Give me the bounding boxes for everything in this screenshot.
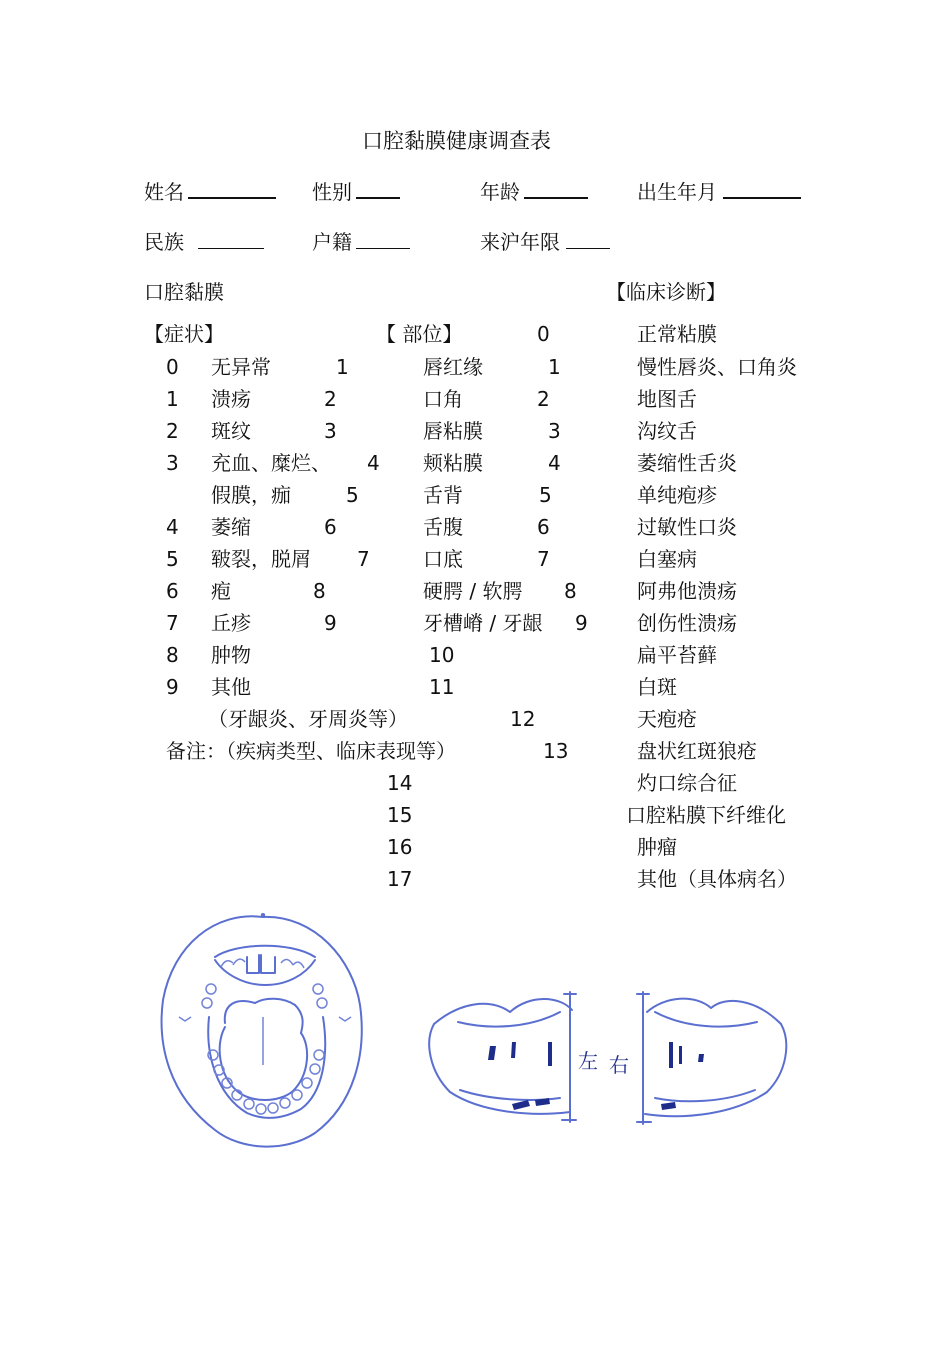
site-code: 6 bbox=[324, 515, 337, 539]
symptom-label[interactable]: 假膜，痂 bbox=[211, 483, 291, 507]
site-label[interactable]: 唇红缘 bbox=[423, 355, 483, 379]
ethnicity-field[interactable] bbox=[144, 232, 264, 252]
name-label: 姓名 bbox=[144, 180, 184, 204]
sex-label: 性别 bbox=[312, 180, 352, 204]
diagnosis-label[interactable]: 灼口综合征 bbox=[637, 771, 737, 795]
name-blank[interactable] bbox=[188, 196, 276, 199]
symptom-label[interactable]: 丘疹 bbox=[211, 611, 251, 635]
symptom-code: 9 bbox=[166, 675, 179, 699]
symptom-label[interactable]: 充血、糜烂、 bbox=[211, 451, 331, 475]
site-code: 1 bbox=[336, 355, 349, 379]
diagnosis-code: 1 bbox=[548, 355, 561, 379]
symptom-label[interactable]: 萎缩 bbox=[211, 515, 251, 539]
diagnosis-code: 8 bbox=[564, 579, 577, 603]
lips-left-diagram[interactable] bbox=[420, 982, 598, 1132]
remarks-label: 备注：（疾病类型、临床表现等） bbox=[166, 739, 456, 763]
site-label[interactable]: 舌背 bbox=[423, 483, 463, 507]
diagnosis-label[interactable]: 白塞病 bbox=[637, 547, 697, 571]
diagnosis-label[interactable]: 地图舌 bbox=[637, 387, 697, 411]
diagnosis-label[interactable]: 口腔粘膜下纤维化 bbox=[626, 803, 786, 827]
site-code: 3 bbox=[324, 419, 337, 443]
diagnosis-code: 16 bbox=[387, 835, 413, 859]
symptom-label[interactable]: 斑纹 bbox=[211, 419, 251, 443]
diagnosis-label[interactable]: 创伤性溃疡 bbox=[637, 611, 737, 635]
diagnosis-label[interactable]: 沟纹舌 bbox=[637, 419, 697, 443]
diagnosis-label[interactable]: 白斑 bbox=[637, 675, 677, 699]
symptom-code: 0 bbox=[166, 355, 179, 379]
page-title: 口腔黏膜健康调查表 bbox=[362, 129, 551, 153]
site-code: 11 bbox=[429, 675, 455, 699]
diagnosis-label[interactable]: 肿瘤 bbox=[637, 835, 677, 859]
site-code: 2 bbox=[324, 387, 337, 411]
site-code: 4 bbox=[367, 451, 380, 475]
diagnosis-label[interactable]: 其他（具体病名） bbox=[637, 867, 797, 891]
symptom-code: 5 bbox=[166, 547, 179, 571]
diagnosis-label[interactable]: 扁平苔藓 bbox=[637, 643, 717, 667]
diagnosis-label[interactable]: 慢性唇炎、口角炎 bbox=[637, 355, 797, 379]
sex-blank[interactable] bbox=[356, 196, 400, 199]
symptom-label[interactable]: 皲裂，脱屑 bbox=[211, 547, 311, 571]
diagnosis-code: 0 bbox=[537, 322, 550, 346]
site-label[interactable]: 硬腭 / 软腭 bbox=[423, 579, 523, 603]
household-label: 户籍 bbox=[312, 230, 352, 254]
lips-right-diagram[interactable] bbox=[595, 982, 795, 1142]
symptom-code: 7 bbox=[166, 611, 179, 635]
symptom-code: 3 bbox=[166, 451, 179, 475]
age-label: 年龄 bbox=[480, 180, 520, 204]
diagnosis-code: 17 bbox=[387, 867, 413, 891]
name-field[interactable] bbox=[144, 182, 276, 202]
symptom-code: 2 bbox=[166, 419, 179, 443]
age-blank[interactable] bbox=[524, 196, 588, 199]
symptom-label[interactable]: 肿物 bbox=[211, 643, 251, 667]
ethnicity-blank[interactable] bbox=[198, 247, 264, 249]
site-label[interactable]: 口底 bbox=[423, 547, 463, 571]
symptom-code: 4 bbox=[166, 515, 179, 539]
site-header: 【 部位】 bbox=[376, 322, 463, 346]
years-field[interactable] bbox=[480, 232, 610, 252]
symptom-label[interactable]: 溃疡 bbox=[211, 387, 251, 411]
household-field[interactable] bbox=[312, 232, 410, 252]
diagnosis-code: 9 bbox=[575, 611, 588, 635]
birth-field[interactable] bbox=[637, 182, 801, 202]
diagnosis-code: 5 bbox=[539, 483, 552, 507]
symptom-code: 8 bbox=[166, 643, 179, 667]
site-label[interactable]: 口角 bbox=[423, 387, 463, 411]
diagnosis-label[interactable]: 正常粘膜 bbox=[637, 322, 717, 346]
years-label: 来沪年限 bbox=[480, 230, 560, 254]
diagnosis-code: 2 bbox=[537, 387, 550, 411]
household-blank[interactable] bbox=[356, 247, 410, 249]
diagnosis-label[interactable]: 萎缩性舌炎 bbox=[637, 451, 737, 475]
diagnosis-code: 12 bbox=[510, 707, 536, 731]
diagnosis-code: 4 bbox=[548, 451, 561, 475]
symptom-code: 6 bbox=[166, 579, 179, 603]
site-code: 9 bbox=[324, 611, 337, 635]
diagnosis-label[interactable]: 天疱疮 bbox=[637, 707, 697, 731]
left-mark: 左 bbox=[578, 1049, 598, 1073]
diagnosis-label[interactable]: 过敏性口炎 bbox=[637, 515, 737, 539]
age-field[interactable] bbox=[480, 182, 588, 202]
site-label[interactable]: 牙槽嵴 / 牙龈 bbox=[423, 611, 543, 635]
diagnosis-header: 【临床诊断】 bbox=[606, 280, 726, 304]
site-code: 10 bbox=[429, 643, 455, 667]
ethnicity-label: 民族 bbox=[144, 230, 184, 254]
symptom-label[interactable]: 无异常 bbox=[211, 355, 271, 379]
site-code: 5 bbox=[346, 483, 359, 507]
diagnosis-code: 13 bbox=[543, 739, 569, 763]
site-code: 7 bbox=[357, 547, 370, 571]
years-blank[interactable] bbox=[566, 247, 610, 249]
sex-field[interactable] bbox=[312, 182, 400, 202]
right-mark: 右 bbox=[609, 1053, 629, 1077]
birth-blank[interactable] bbox=[723, 196, 801, 199]
diagnosis-label[interactable]: 盘状红斑狼疮 bbox=[637, 739, 757, 763]
site-code: 8 bbox=[313, 579, 326, 603]
site-label[interactable]: 颊粘膜 bbox=[423, 451, 483, 475]
diagnosis-code: 7 bbox=[537, 547, 550, 571]
birth-label: 出生年月 bbox=[637, 180, 717, 204]
site-label[interactable]: 唇粘膜 bbox=[423, 419, 483, 443]
diagnosis-code: 15 bbox=[387, 803, 413, 827]
site-label[interactable]: 舌腹 bbox=[423, 515, 463, 539]
symptom-code: 1 bbox=[166, 387, 179, 411]
symptoms-header: 【症状】 bbox=[144, 322, 224, 346]
section-label: 口腔黏膜 bbox=[144, 280, 224, 304]
diagnosis-code: 3 bbox=[548, 419, 561, 443]
diagnosis-label[interactable]: 单纯疱疹 bbox=[637, 483, 717, 507]
diagnosis-code: 14 bbox=[387, 771, 413, 795]
symptom-label[interactable]: （牙龈炎、牙周炎等） bbox=[208, 707, 408, 731]
diagnosis-code: 6 bbox=[537, 515, 550, 539]
diagnosis-label[interactable]: 阿弗他溃疡 bbox=[637, 579, 737, 603]
symptom-label[interactable]: 其他 bbox=[211, 675, 251, 699]
open-mouth-diagram[interactable] bbox=[155, 905, 370, 1170]
symptom-label[interactable]: 疱 bbox=[211, 579, 231, 603]
